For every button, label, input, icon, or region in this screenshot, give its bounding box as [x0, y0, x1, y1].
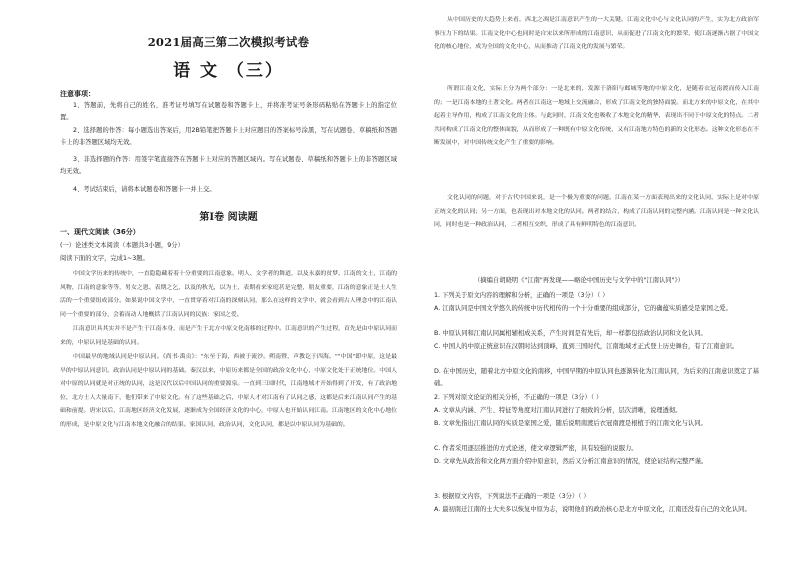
question-2-option-d: D. 文章先从政治和文化两方面介绍中原意识，然后又分析江南意识的情况，使论证结构完整严谨。 — [434, 458, 708, 465]
question-3-stem: 3. 根据原文内容，下列说法不正确的一项是（3分）（ ） — [434, 493, 590, 500]
article-source: （摘编自胡晓明《"江南"再发现——略论中国历史与文学中的"江南认同"》） — [474, 277, 684, 284]
article-paragraph-2: 江南意识具其实并不是产生于江南本身，而是产生于北方中原文化南移的过程中。江南意识的产生过程，首先是由中原认同而来的，中原认同是基础的认同。 — [60, 326, 397, 346]
exam-title: 2021届高三第二次模拟考试卷 — [147, 35, 310, 49]
question-1-option-d: D. 在中国历史，随着北方中原文化的南移，中国早期的中原认同也逐渐转化为江南认同，为后来的江南意识奠定了基础。 — [434, 368, 759, 388]
part1-heading: 一、现代文阅读（36分） — [60, 228, 140, 236]
notes-title: 注意事项： — [60, 90, 95, 98]
note-2: 2、选择题的作答：每小题选出答案后，用2B铅笔把答题卡上对应题目的答案标号涂黑，写在试题卷、草稿纸和答题卡上的非答题区域均无效。 — [60, 127, 397, 147]
note-3: 3、非选择题的作答：用签字笔直接答在答题卡上对应的答题区域内。写在试题卷、草稿纸和答题卡上的非答题区域均无效。 — [60, 156, 397, 176]
question-2-option-a: A. 文章从内涵、产生、特征等角度对江南认同进行了细致的分析，层次清晰，说理透彻。 — [434, 407, 682, 414]
question-1-option-a: A. 江南认同是中国文学悠久的传统中历代相传的一个十分重要的组成部分，它的确蕴实质感受是家国之爱。 — [434, 305, 732, 312]
article-paragraph-1: 中国文学历来的传统中，一直隐隐藏着着十分重要的江南意象。明人、文学者的舞道，以及永嘉的贫梦。江南的文士，江南的风物，江南的意象等等，男女之恩、表期之乞，以及的秋光，以为士，表期看来家庭甚是完整，朋友重要，江南的意象正是士人生活的一个重要组成部分。如果说中国文学中，一直贯穿着对江南的深刻认同，那么在这样的文学中，就会看到古人理念中的江南认同一个重要的部分，会蓄而动人地概括了江南认同的民族：家国之爱。 — [60, 271, 397, 318]
article-paragraph-4: 从中国历史的大趋势上来看，西北之凋是江南意识产生的一大关键。江南文化中心与文化认同的产生，实为北方政治军事压力下的结果。江南文化中心也同时是自宋以来所形成的江南意识，从而促进了江南文化的繁荣，使江南逐渐占据了中国文化的核心地位，成为全国的文化中心，从而推动了江南文化的发展与繁荣。 — [434, 17, 759, 50]
article-paragraph-3: 中国最早的地域认同是中原认同。《尚书·禹贡》："东至于海，西被于流沙。朔南暨，声教讫于四海。""中国"即中原，这是最早的中原认同意识。政治认同是中原认同的基础。秦汉以来，中原历来都是全国的政治文化中心，中原文化处于正统地位。中国人对中原的认同就是对正统的认同，这是汉代以后中国认同的重要源泉。一直到三国时代，江南地域才开始得到了开发，有了政治地位，北方士人大量南下，他们带来了中原文化。有了这些基础之后，中原人才对江南有了认同之感，这都是后来江南认同产生的基础和前提。唐宋以后，江南地区经济文化发展，逐渐成为全国经济文化的中心，中原人也开始认同江南。江南地区的文化中心地位的形成，是中原文化与江南本地文化融合的结果。家国认同，政治认同，文化认同，都是以中原认同为基础的。 — [60, 354, 397, 428]
question-1-option-c: C. 中国人的中原正统意识在汉朝时达到顶峰，直到三国时代，江南地域才正式登上历史舞台，有了江南意识。 — [434, 343, 739, 350]
question-1-stem: 1. 下列关于原文内容的理解和分析，正确的一项是（3分）（ ） — [434, 292, 609, 299]
subject-title: 语 文 （三） — [173, 61, 284, 81]
part1-subheading: (一）论述类文本阅读（本题共3小题，9分） — [60, 242, 184, 249]
question-3-option-a: A. 最初南迁江南的士大夫多以恢复中原为志，说明他们的政治核心是北方中原文化，江南还没有自己的文化认同。 — [434, 506, 751, 513]
question-2-option-c: C. 作者采用逐层推进的方式论述，使文章逻辑严密，具有较强的说服力。 — [434, 445, 638, 452]
question-2-option-b: B. 文章先指出江南认同的实质是家国之爱，随后说明南渡后衣冠南渡是根植于的江南文化与认同。 — [434, 420, 707, 427]
section-title: 第Ⅰ卷 阅读题 — [199, 212, 258, 223]
question-2-stem: 2. 下列对原文论证的相关分析，不正确的一项是（3分）（ ） — [434, 394, 603, 401]
question-1-option-b: B. 中原认同和江南认同属相辅相成关系，产生时间是有先后，却一样都包括政治认同和文化认同。 — [434, 330, 707, 337]
article-paragraph-5: 所谓江南文化，实际上分为两个部分：一是北来的，发源于洛阳与邺城等地的中原文化，是随着衣冠南渡而传入江南的；一是江南本地的土著文化。两者在江南这一地域上交流融合，形成了江南文化的独特面貌。而北方来的中原文化，在其中起着主导作用，构成了江南文化的主体。与此同时，江南文化也吸收了本地文化的精华，表现出不同于中原文化的特点。二者共同构成了江南文化的整体面貌，从而形成了一种既有中原文化传统、又有江南地方特色的新的文化形态。这种文化形态在不断发展中，对中国传统文化产生了重要的影响。 — [434, 86, 759, 146]
article-paragraph-6: 文化认同的问题，对于古代中国来说，是一个极为重要的问题。江南在某一方面表现出来的文化认同，实际上是对中原正统文化的认同；另一方面，也表现出对本地文化的认同。两者的结合，构成了江南认同的完整内涵。江南认同是一种文化认同，同时也是一种政治认同，二者相互交织，形成了具有鲜明特色的江南意识。 — [434, 195, 759, 228]
note-4: 4、考试结束后，请将本试题卷和答题卡一并上交。 — [73, 186, 216, 193]
note-1: 1、答题前，先将自己的姓名、准考证号填写在试题卷和答题卡上，并将准考证号条形码粘贴在答题卡上的指定位置。 — [60, 102, 397, 122]
reading-instruction: 阅读下面的文字，完成1~3题。 — [60, 255, 149, 262]
